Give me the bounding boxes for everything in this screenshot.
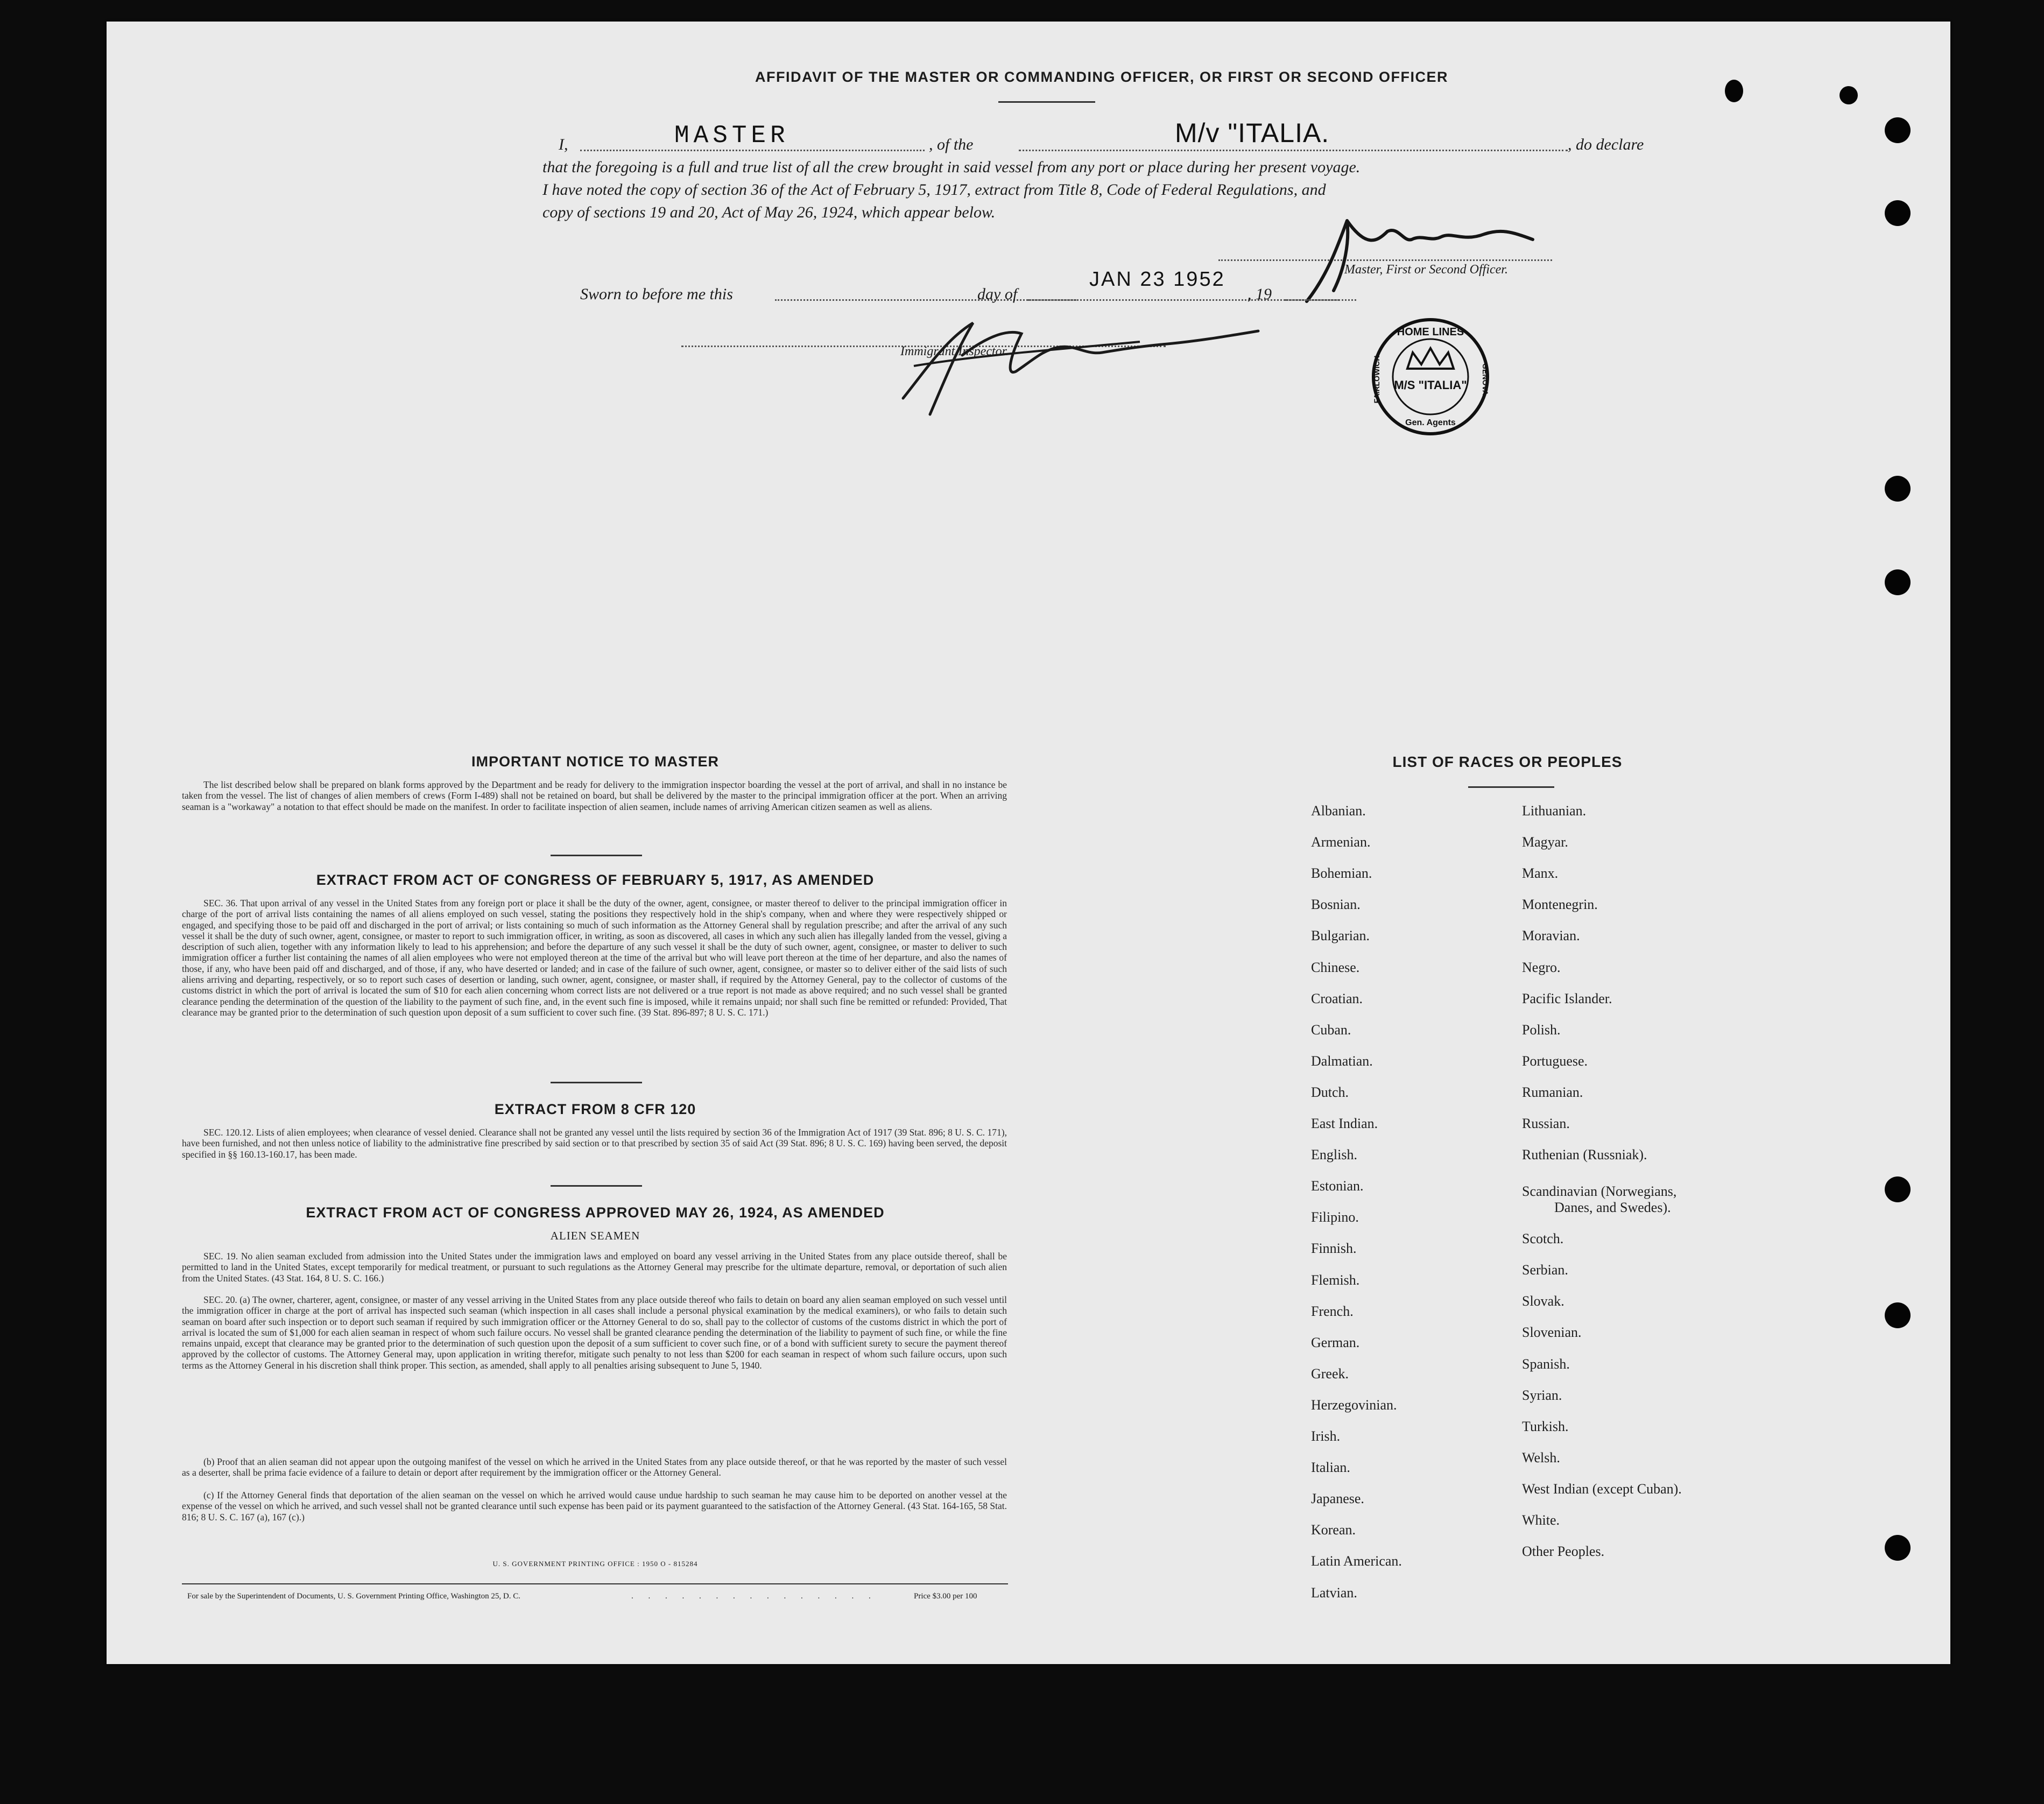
- race-item: Dutch.: [1311, 1084, 1349, 1100]
- race-item: Moravian.: [1522, 928, 1580, 944]
- footer-rule: [182, 1583, 1008, 1584]
- extract-8cfr-body: SEC. 120.12. Lists of alien employees; when clearance of vessel denied. Clearance shall not be granted any vessel until the lists required by section 36 of the Immigration Act of 1917 (39 Stat. 896; 8 U. S. C. 171), have been furnished, and not then unless notice of liability to the administrative fine prescribed by said section or to that prescribed by section 35 of said Act (39 Stat. 896; 8 U. S. C. 169) having been served, the deposit specified in §§ 160.13-160.17, has been made.: [182, 1127, 1007, 1160]
- race-item: Pacific Islander.: [1522, 990, 1612, 1006]
- date-stamp: JAN 23 1952: [1089, 268, 1225, 291]
- race-item: Lithuanian.: [1522, 803, 1587, 819]
- race-item: Slovak.: [1522, 1293, 1564, 1309]
- race-item: Scotch.: [1522, 1231, 1564, 1247]
- race-item: Slovenian.: [1522, 1324, 1582, 1341]
- punch-hole: [1725, 80, 1743, 102]
- race-item: Manx.: [1522, 865, 1559, 882]
- punch-hole: [1885, 117, 1911, 143]
- title-divider: [998, 101, 1095, 103]
- affidavit-title: AFFIDAVIT OF THE MASTER OR COMMANDING OFFICER, OR FIRST OR SECOND OFFICER: [755, 69, 1448, 85]
- notice-divider: [551, 855, 642, 856]
- extract-1917-title: EXTRACT FROM ACT OF CONGRESS OF FEBRUARY 5, 1917, AS AMENDED: [316, 872, 875, 888]
- race-item: Other Peoples.: [1522, 1544, 1605, 1560]
- notice-body: The list described below shall be prepared on blank forms approved by the Department and be ready for delivery to the immigration inspector boarding the vessel at the port of arrival, and shall in no instance be taken from the vessel. The list of changes of alien members of crews (Form I-489) shall not be retained on board, but shall be delivered by the master to the principal immigration officer at the port. When an arriving seaman is a "workaway" a notation to that effect should be made on the manifest. In order to facilitate inspection of alien seamen, include names of arriving American citizen seamen as well as aliens.: [182, 779, 1007, 812]
- race-item: Bulgarian.: [1311, 928, 1370, 944]
- punch-hole: [1885, 1535, 1911, 1561]
- master-caption: Master, First or Second Officer.: [1344, 263, 1508, 277]
- master-signature: [1296, 210, 1587, 312]
- inspector-caption: Immigrant Inspector.: [900, 344, 1009, 358]
- race-item: Latin American.: [1311, 1553, 1402, 1569]
- sworn-day-of: day of: [977, 285, 1018, 303]
- printing-office-note: U. S. GOVERNMENT PRINTING OFFICE : 1950 O - 815284: [492, 1560, 698, 1568]
- seal-right-text: GENOVA: [1481, 363, 1490, 396]
- race-item: Bohemian.: [1311, 865, 1372, 882]
- master-name-line: [580, 150, 925, 151]
- race-item: Dalmatian.: [1311, 1053, 1373, 1069]
- vessel-name: M/v "ITALIA.: [1175, 118, 1330, 148]
- punch-hole: [1885, 476, 1911, 502]
- affidavit-sheet: [107, 22, 1950, 1664]
- races-divider: [1468, 786, 1554, 788]
- declaration-line-3: I have noted the copy of section 36 of the Act of February 5, 1917, extract from Title 8, Code of Federal Regulations, and: [542, 181, 1326, 199]
- master-handwritten: MASTER: [674, 122, 790, 150]
- extract-8cfr-title: EXTRACT FROM 8 CFR 120: [494, 1101, 696, 1117]
- race-item: Turkish.: [1522, 1418, 1569, 1434]
- extract-1924-sec-20b: (b) Proof that an alien seaman did not appear upon the outgoing manifest of the vessel on which he arrived in the United States from any place outside thereof, or that he was reported by the master of such vessel as a deserter, shall be prima facie evidence of a failure to detain or deport after requirement by the immigration officer or the Attorney General.: [182, 1456, 1007, 1478]
- race-item: Bosnian.: [1311, 897, 1361, 913]
- seal-bottom-text: Gen. Agents: [1405, 418, 1456, 427]
- sworn-year-line: [1285, 299, 1339, 301]
- races-title: LIST OF RACES OR PEOPLES: [1392, 753, 1623, 770]
- sale-leader-dots: . . . . . . . . . . . . . . .: [631, 1592, 877, 1601]
- race-item: Spanish.: [1522, 1356, 1570, 1372]
- race-item: Irish.: [1311, 1428, 1341, 1444]
- declaration-do-declare: , do declare: [1568, 136, 1644, 153]
- price-note: Price $3.00 per 100: [914, 1592, 977, 1601]
- declaration-i: I,: [559, 136, 568, 153]
- race-item: Flemish.: [1311, 1272, 1360, 1288]
- race-item: English.: [1311, 1147, 1357, 1163]
- race-item: Polish.: [1522, 1021, 1561, 1038]
- race-item: Syrian.: [1522, 1387, 1562, 1403]
- extract-1924-title: EXTRACT FROM ACT OF CONGRESS APPROVED MAY 26, 1924, AS AMENDED: [306, 1204, 885, 1221]
- race-item: White.: [1522, 1512, 1560, 1528]
- declaration-line-2: that the foregoing is a full and true list of all the crew brought in said vessel from any port or place during her present voyage.: [542, 158, 1361, 176]
- declaration-of-the: , of the: [929, 136, 974, 153]
- extract-1924-sec-20c: (c) If the Attorney General finds that deportation of the alien seaman on the vessel on which he arrived would cause undue hardship to such seaman he may cause him to be deported on another vessel at the expense of the vessel on which he arrived, and such vessel shall not be granted clearance until such expense has been paid or its payment guaranteed to the satisfaction of the Attorney General. (43 Stat. 164-165, 58 Stat. 816; 8 U. S. C. 167 (a), 167 (c).): [182, 1490, 1007, 1523]
- extract-1924-sec-20a: SEC. 20. (a) The owner, charterer, agent, consignee, or master of any vessel arriving in the United States from any place outside thereof who fails to detain on board any alien seaman employed on such vessel until the immigration officer in charge at the port of arrival has inspected such seaman (which inspection in all cases shall include a personal physical examination by the medical examiners), or who fails to detain such seaman on board after such inspection or to deport such seaman if required by such immigration officer or the Attorney General to do so, shall pay to the collector of customs of the customs district in which the port of arrival is located the sum of $1,000 for each alien seaman in respect of whom such failure occurs. No vessel shall be granted clearance pending the determination of the liability to payment of such fine, or while the fine remains unpaid, except that clearance may be granted prior to the determination of such question upon the deposit of a sum sufficient to cover such fine, or of a bond with sufficient surety to secure the payment thereof approved by the collector of customs. The Attorney General may, upon application in writing therefor, mitigate such penalty to not less than $200 for each seaman in respect of whom such failure occurs, upon such terms as the Attorney General in his discretion shall think proper. This section, as amended, shall apply to all penalties arising subsequent to June 5, 1940.: [182, 1294, 1007, 1371]
- race-item: Filipino.: [1311, 1209, 1359, 1225]
- race-item: Portuguese.: [1522, 1053, 1588, 1069]
- punch-hole: [1885, 1302, 1911, 1328]
- race-item: Estonian.: [1311, 1178, 1364, 1194]
- race-item: Cuban.: [1311, 1021, 1351, 1038]
- race-item: Russian.: [1522, 1116, 1570, 1131]
- punch-hole: [1885, 1176, 1911, 1202]
- vessel-name-line: [1019, 150, 1568, 151]
- race-item: Negro.: [1522, 959, 1561, 975]
- alien-seamen-subtitle: ALIEN SEAMEN: [550, 1229, 640, 1242]
- race-item: Welsh.: [1522, 1449, 1560, 1465]
- race-item: Albanian.: [1311, 803, 1366, 819]
- seal-center-text: M/S "ITALIA": [1394, 378, 1467, 392]
- race-item: Japanese.: [1311, 1491, 1364, 1507]
- sale-note: For sale by the Superintendent of Documents, U. S. Government Printing Office, Washington 25, D. C.: [187, 1592, 520, 1601]
- race-item: Ruthenian (Russniak).: [1522, 1147, 1647, 1163]
- race-item: Chinese.: [1311, 959, 1360, 975]
- race-item: Korean.: [1311, 1522, 1356, 1538]
- race-item: Italian.: [1311, 1460, 1350, 1476]
- race-item: East Indian.: [1311, 1116, 1378, 1131]
- declaration-line-4: copy of sections 19 and 20, Act of May 26, 1924, which appear below.: [542, 203, 996, 221]
- home-lines-seal: [1369, 315, 1492, 439]
- punch-hole: [1885, 569, 1911, 595]
- seal-left-text: FAIRLOWICH: [1372, 355, 1381, 404]
- race-item: Rumanian.: [1522, 1084, 1583, 1100]
- seal-top-text: HOME LINES: [1397, 326, 1464, 338]
- race-item: Croatian.: [1311, 990, 1363, 1006]
- race-item: Magyar.: [1522, 834, 1568, 850]
- race-item: Danes, and Swedes).: [1554, 1200, 1671, 1216]
- notice-title: IMPORTANT NOTICE TO MASTER: [471, 753, 719, 770]
- extract-8cfr-divider: [551, 1185, 642, 1187]
- race-item: Montenegrin.: [1522, 897, 1598, 913]
- race-item: Latvian.: [1311, 1584, 1357, 1601]
- race-item: West Indian (except Cuban).: [1522, 1481, 1682, 1497]
- race-item: Herzegovinian.: [1311, 1397, 1397, 1413]
- race-item: Finnish.: [1311, 1241, 1357, 1257]
- extract-1917-divider: [551, 1082, 642, 1083]
- race-item: Scandinavian (Norwegians,: [1522, 1183, 1677, 1200]
- extract-1917-body: SEC. 36. That upon arrival of any vessel in the United States from any foreign port or place it shall be the duty of the owner, agent, consignee, or master thereof to deliver to the principal immigration officer in charge of the port of arrival lists containing the names of all aliens employed on such vessel, stating the positions they respectively hold in the ship's company, when and where they were respectively shipped or engaged, and specifying those to be paid off and discharged in the port of arrival; or lists containing so much of such information as the Attorney General shall by regulation prescribe; and after the arrival of any such vessel it shall be the duty of such owner, agent, consignee, or master to report to such immigration officer, in writing, as soon as discovered, all cases in which any such alien has illegally landed from the vessel, giving a description of such alien, together with any information likely to lead to his apprehension; and before the departure of any such vessel it shall be the duty of such owner, agent, consignee, or master to deliver to such immigration officer a further list containing the names of all alien employees who were not employed thereon at the time of the arrival but who will leave port thereon at the time of her departure, and also the names of those, if any, who have been paid off and discharged, and of those, if any, who have deserted or landed; and in case of the failure of such owner, agent, consignee, or master so to deliver either of the said lists of such aliens arriving and departing, respectively, or so to report such cases of desertion or landing, such owner, agent, consignee, or master shall, if required by the Attorney General, pay to the collector of customs of the customs district in which the port of arrival is located the sum of $10 for each alien concerning whom correct lists are not delivered or a true report is not made as above required; and no such vessel shall be granted clearance pending the determination of the question of the liability to the payment of such fine, and, in the event such fine is imposed, while it remains unpaid; nor shall such fine be remitted or refunded: Provided, That clearance may be granted prior to the determination of such question upon deposit of a sum sufficient to cover such fine. (39 Stat. 896-897; 8 U. S. C. 171.): [182, 898, 1007, 1018]
- race-item: Armenian.: [1311, 834, 1371, 850]
- punch-hole: [1839, 86, 1858, 104]
- inspector-signature: [882, 291, 1291, 431]
- race-item: Greek.: [1311, 1365, 1349, 1382]
- punch-hole: [1885, 200, 1911, 226]
- extract-1924-sec-19: SEC. 19. No alien seaman excluded from admission into the United States under the immigration laws and employed on board any vessel arriving in the United States from any place outside thereof, shall be permitted to land in the United States, except temporarily for medical treatment, or pursuant to such regulations as the Attorney General may prescribe for the ultimate departure, removal, or deportation of such alien from the United States. (43 Stat. 164, 8 U. S. C. 166.): [182, 1251, 1007, 1284]
- race-item: French.: [1311, 1303, 1354, 1319]
- race-item: German.: [1311, 1334, 1360, 1350]
- sworn-text: Sworn to before me this: [580, 285, 733, 303]
- sworn-year: , 19: [1247, 285, 1272, 303]
- race-item: Serbian.: [1522, 1262, 1568, 1278]
